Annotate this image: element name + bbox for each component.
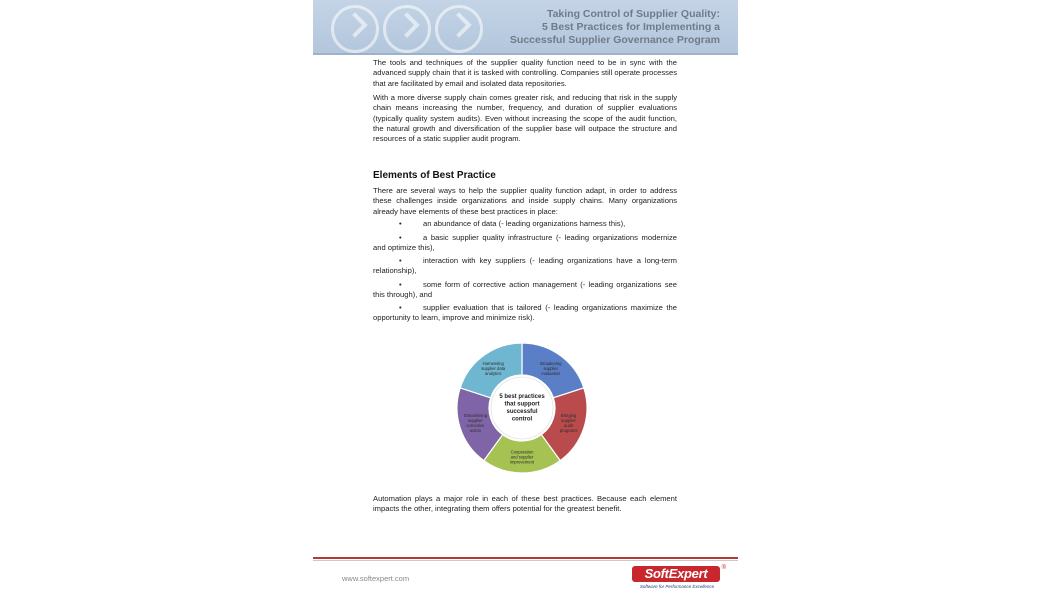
bullet-text: interaction with key suppliers (- leading organizations have a long-term relationship), xyxy=(373,256,677,276)
segment-label: and supplier xyxy=(510,454,534,460)
segment-label: audit xyxy=(564,423,574,429)
bullet-text: an abundance of data (- leading organizations harness this), xyxy=(423,219,626,228)
footer-url[interactable]: www.softexpert.com xyxy=(342,574,410,583)
bullet-icon: • xyxy=(399,280,402,289)
document-title xyxy=(510,8,720,47)
segment-label: action xyxy=(469,428,481,434)
registered-mark: ® xyxy=(721,565,726,571)
segment-label: Bringing xyxy=(560,413,577,419)
segment-label: analytics xyxy=(485,370,502,376)
segment-label: supplier xyxy=(468,418,483,424)
bullet-item xyxy=(373,303,677,324)
bullet-item xyxy=(373,219,677,229)
segment-label: Cooperation xyxy=(510,449,534,455)
header-banner xyxy=(313,0,738,53)
center-label-line: control xyxy=(511,416,533,423)
best-practices-donut-diagram xyxy=(455,341,589,475)
segment-label: supplier xyxy=(561,418,576,424)
segment-label: Harnessing xyxy=(482,360,504,366)
segment-label: programs xyxy=(559,428,578,434)
bullet-icon: • xyxy=(399,233,402,242)
bullet-item xyxy=(373,280,677,301)
bullet-icon: • xyxy=(399,303,402,312)
center-label-line: 5 best practices xyxy=(499,394,545,400)
center-label-line: that support xyxy=(504,401,540,408)
logo-wordmark: SoftExpert xyxy=(632,566,720,582)
center-label-line: successful xyxy=(506,409,538,415)
segment-label: supplier data xyxy=(481,365,506,371)
title-line-3: Successful Supplier Governance Program xyxy=(509,34,720,46)
segment-label: Streamlining xyxy=(463,413,488,419)
segment-label: supplier xyxy=(543,365,559,371)
paragraph-2: With a more diverse supply chain comes greater risk, and reducing that risk in the supply chain means increasing the number, frequency, and duration of supplier evaluations (typically quality system audits). Even without increasing the scope of the audit function, the natural growth and diversification of the supplier base will outpace the structure and resources of a static supplier audit program. xyxy=(373,93,677,144)
bullet-item xyxy=(373,256,677,277)
diagram-center xyxy=(491,377,553,439)
header-divider xyxy=(313,53,738,55)
segment-label: Broadening xyxy=(540,360,562,366)
segment-label: corrective xyxy=(466,423,485,429)
logo-tagline: Software for Performance Excellence xyxy=(639,584,715,589)
arrow-circle-icon xyxy=(331,5,379,53)
paragraph-1: The tools and techniques of the supplier quality function need to be in sync with the advanced supply chain that it is tasked with controlling. Companies still operate processes that are facilitated by email and isolated data repositories. xyxy=(373,58,677,88)
title-line-2: 5 Best Practices for Implementing a xyxy=(542,21,720,33)
footer-divider-thin xyxy=(313,560,738,561)
closing-paragraph: Automation plays a major role in each of these best practices. Because each element impacts the other, integrating them offers potential for the greatest benefit. xyxy=(373,494,677,514)
paragraph-3: There are several ways to help the supplier quality function adapt, in order to address these challenges inside organizations and inside supply chains. Many organizations already have elements of these best practices in place: xyxy=(373,186,677,216)
segment-label: evaluation xyxy=(541,370,561,376)
bullet-text: supplier evaluation that is tailored (- leading organizations maximize the opportunity to learn, improve and minimize risk). xyxy=(373,303,677,323)
arrow-circle-icon xyxy=(383,5,431,53)
bullet-icon: • xyxy=(399,256,402,265)
bullet-icon: • xyxy=(399,219,402,228)
softexpert-logo xyxy=(632,565,726,594)
bullet-text: a basic supplier quality infrastructure (- leading organizations modernize and optimize this), xyxy=(373,233,677,253)
bullet-item xyxy=(373,233,677,254)
title-line-1: Taking Control of Supplier Quality: xyxy=(546,8,720,20)
segment-label: improvement xyxy=(509,459,535,465)
section-heading: Elements of Best Practice xyxy=(373,170,496,181)
bullet-text: some form of corrective action management (- leading organizations see this through), and xyxy=(373,280,677,300)
arrow-circle-icon xyxy=(435,5,483,53)
footer-divider xyxy=(313,557,738,559)
